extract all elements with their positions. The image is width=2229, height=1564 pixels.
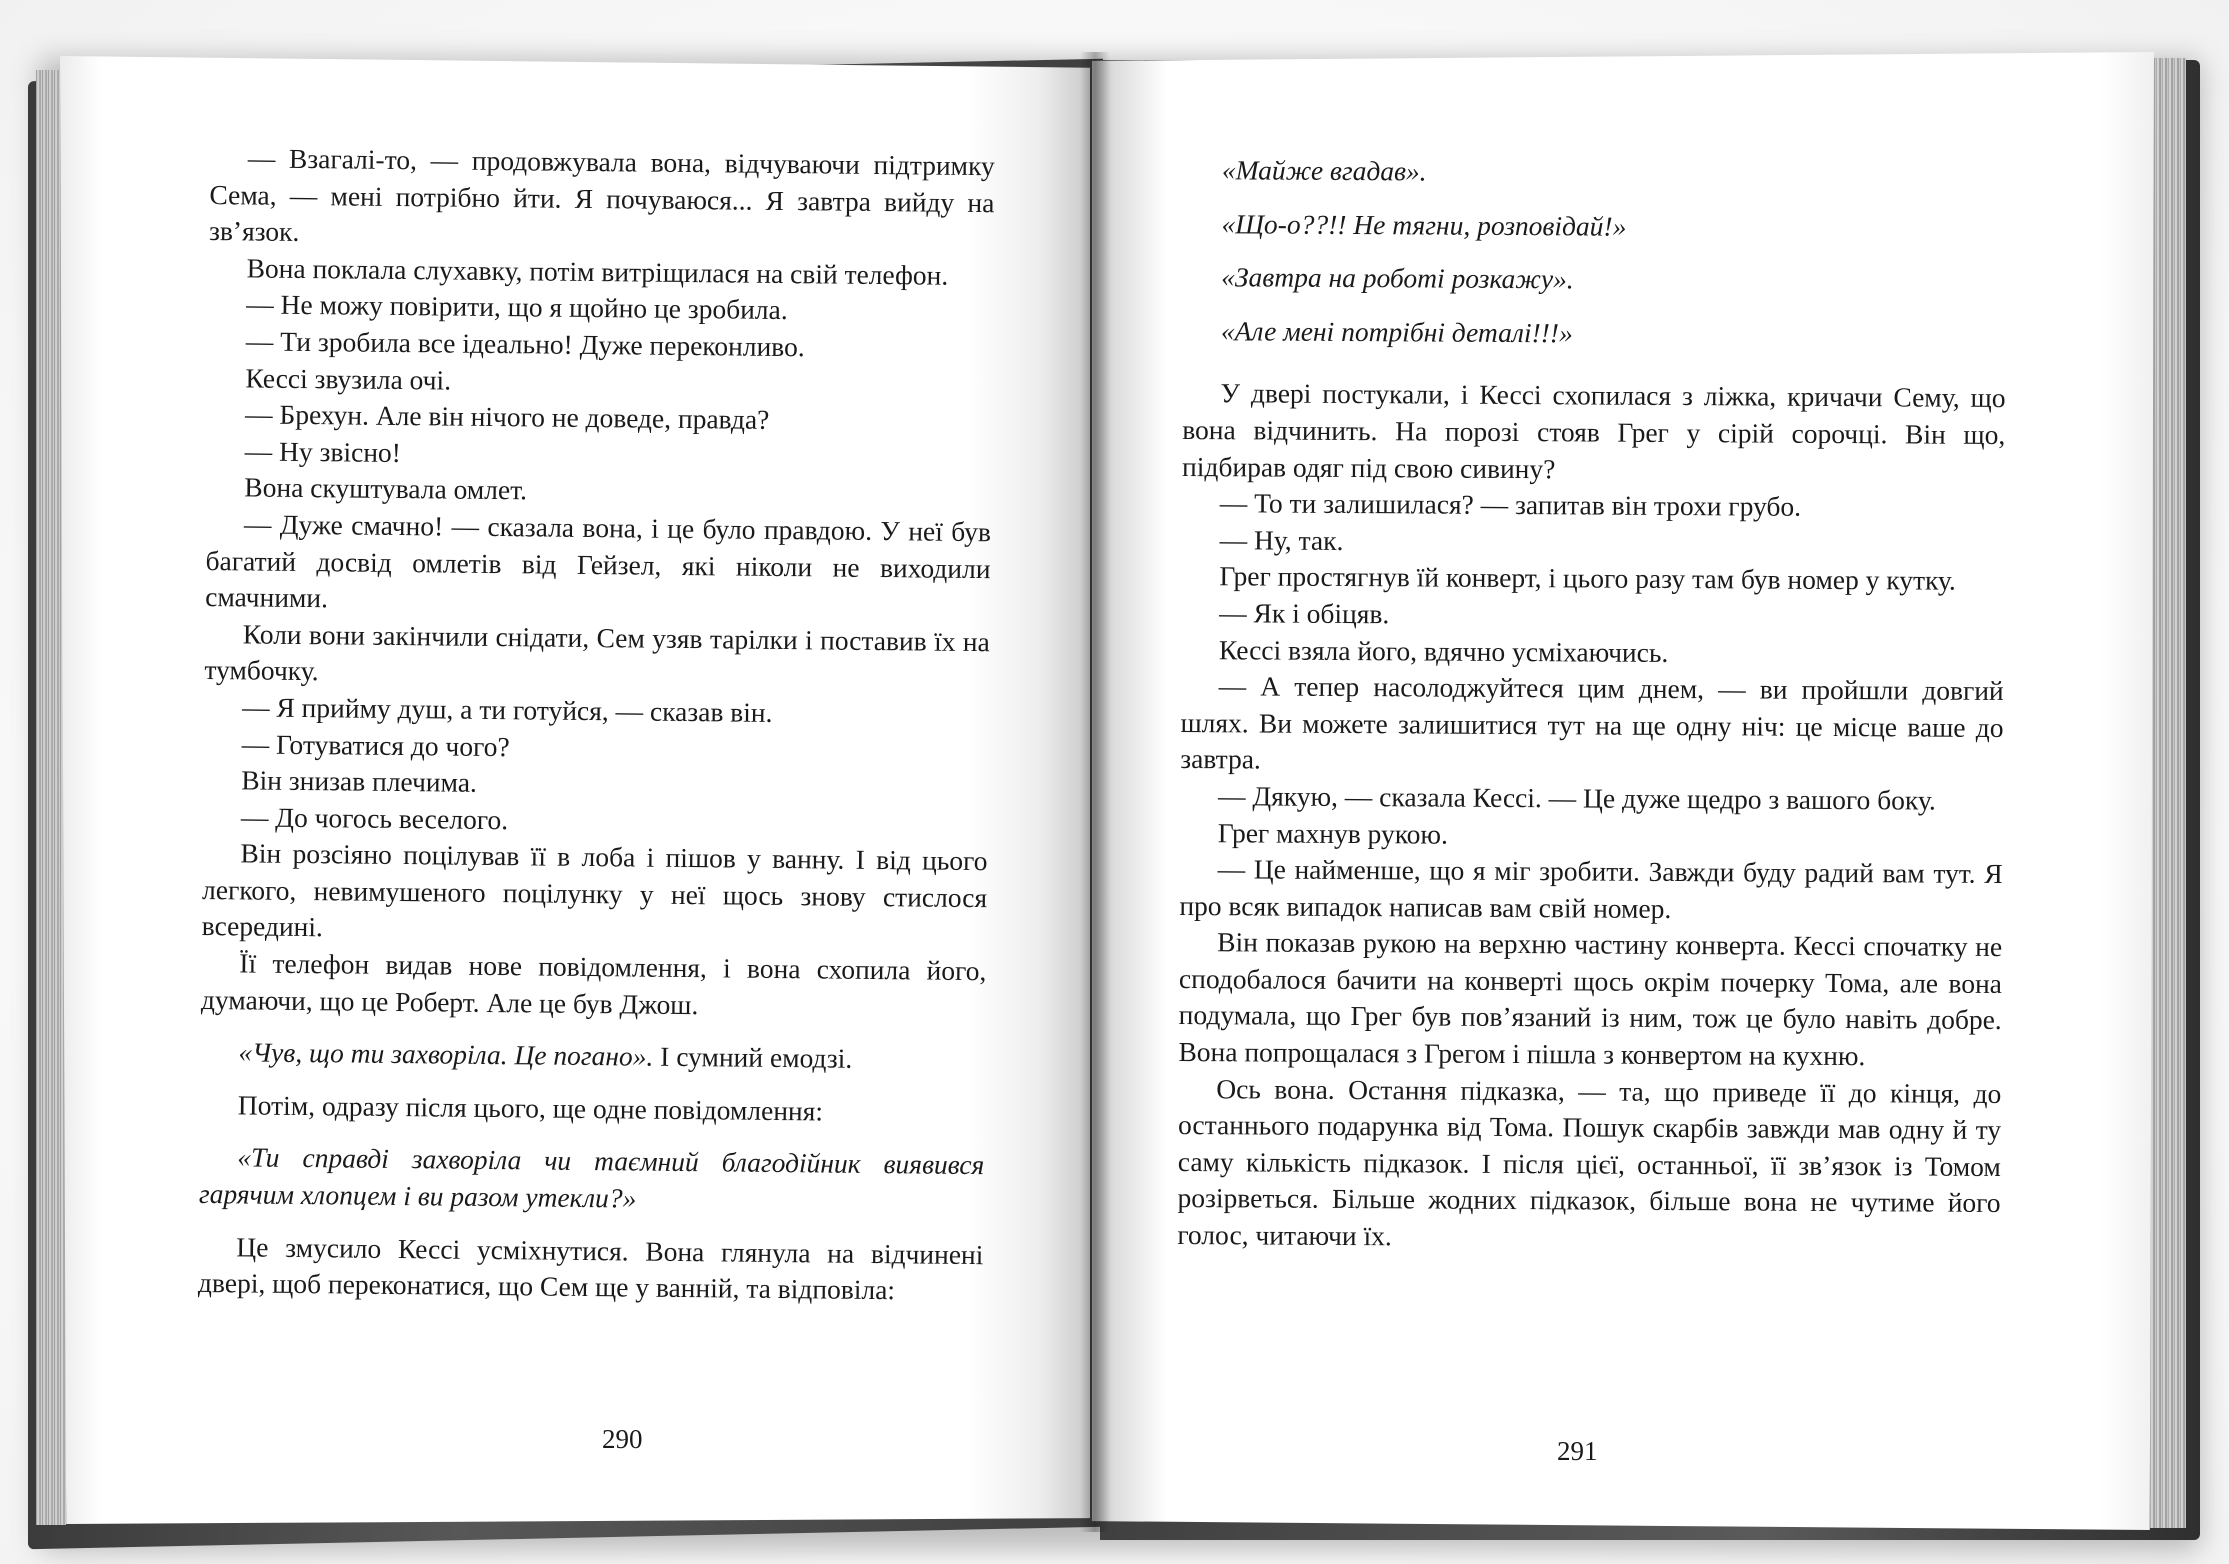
sms-message-1-italic: «Чув, що ти захворіла. Це погано». <box>238 1036 654 1072</box>
paragraph: — Ти зробила все ідеально! Дуже переконливо. <box>245 325 805 363</box>
paragraph: Він знизав плечима. <box>241 764 478 798</box>
paragraph: — То ти залишилася? — запитав він трохи грубо. <box>1219 487 1802 522</box>
paragraph: Це змусило Кессі усміхнутися. Вона глянула на відчинені двері, щоб переконатися, що Сем ще у ванній, та відповіла: <box>197 1230 984 1306</box>
paragraph: — Це найменше, що я міг зробити. Завжди буду радий вам тут. Я про всяк випадок написав вам свій номер. <box>1179 853 2003 924</box>
paragraph: Грег махнув рукою. <box>1217 816 1448 850</box>
paragraph: — Не можу повірити, що я щойно це зробила. <box>246 288 788 326</box>
paragraph: — Готуватися до чого? <box>241 727 510 762</box>
right-page-text <box>1177 152 2007 1259</box>
paragraph: — Ну, так. <box>1219 523 1344 556</box>
paragraph: Кессі звузила очі. <box>245 361 452 396</box>
paragraph: — Як і обіцяв. <box>1219 597 1390 630</box>
paragraph: — Дуже смачно! — сказала вона, і це було правдою. У неї був багатий досвід омлетів від Гейзел, які ніколи не виходили смачними. <box>205 508 992 614</box>
sms-line: «Завтра на роботі розкажу». <box>1221 261 1574 295</box>
paragraph: — До чогось веселого. <box>240 801 509 835</box>
paragraph: Кессі взяла його, вдячно усміхаючись. <box>1218 633 1669 668</box>
paragraph: Вона поклала слухавку, потім витріщилася на свій телефон. <box>246 252 949 291</box>
sms-line: «Майже вгадав». <box>1221 154 1427 187</box>
paragraph: Ось вона. Остання підказка, — та, що приведе її до кінця, до останнього подарунка від Тома. Пошук скарбів завжди мав одну й ту саму кількість підказок. І після цієї, останньої, її зв’язок із Томом розірветься. Більше жодних підказок, більше вона не чутиме його голос, читаючи їх. <box>1177 1072 2002 1252</box>
paragraph: Потім, одразу після цього, ще одне повідомлення: <box>237 1089 824 1127</box>
paragraph: Він показав рукою на верхню частину конверта. Кессі спочатку не сподобалося бачити на конверті щось окрім почерку Тома, але вона подумала, що Грег був пов’язаний із ним, тож це було навіть добре. Вона попрощалася з Грегом і пішла з конвертом на кухню. <box>1178 926 2003 1072</box>
paragraph: — Взагалі-то, — продовжувала вона, відчуваючи підтримку Сема, — мені потрібно йти. Я почуваюся... Я завтра вийду на зв’язок. <box>208 142 995 248</box>
page-number-right: 291 <box>1557 1436 1598 1466</box>
sms-line: «Але мені потрібні деталі!!!» <box>1220 315 1573 349</box>
sms-message-1-note: І сумний емодзі. <box>653 1040 853 1075</box>
paragraph: Вона скуштувала омлет. <box>244 471 528 506</box>
left-page-text <box>198 140 995 1310</box>
sms-message-1 <box>200 1034 985 1079</box>
paragraph: — А тепер насолоджуйтеся цим днем, — ви пройшли довгий шлях. Ви можете залишитися тут на ще одну ніч: це місце ваше до завтра. <box>1180 670 2004 775</box>
paragraph: Він розсіяно поцілував її в лоба і пішов у ванну. І від цього легкого, невимушеного поцілунку у неї щось знову стислося всередині. <box>201 837 988 943</box>
paragraph: — Дякую, — сказала Кессі. — Це дуже щедро з вашого боку. <box>1217 780 1936 816</box>
paragraph: Її телефон видав нове повідомлення, і вона схопила його, думаючи, що це Роберт. Але це був Джош. <box>200 947 987 1020</box>
paragraph: — Я прийму душ, а ти готуйся, — сказав він. <box>241 691 773 728</box>
paragraph: Коли вони закінчили снідати, Сем узяв тарілки і поставив їх на тумбочку. <box>204 618 990 687</box>
paragraph: — Ну звісно! <box>244 435 402 468</box>
paragraph: Грег простягнув їй конверт, і цього разу там був номер у кутку. <box>1219 560 1956 597</box>
sms-line: «Що-о??!! Не тягни, розповідай!» <box>1221 207 1627 242</box>
page-edges-right <box>2150 58 2186 1528</box>
page-number-left: 290 <box>602 1424 643 1454</box>
sms-message-2: «Ти справді захворіла чи таємний благодійник виявився гарячим хлопцем і ви разом утекли?» <box>198 1141 985 1214</box>
paragraph: У двері постукали, і Кессі схопилася з ліжка, кричачи Сему, що вона відчинить. На порозі стояв Грег у сірій сорочці. Він що, підбирав одяг під свою сивину? <box>1181 377 2006 484</box>
book-spine-gutter <box>1080 52 1110 1532</box>
paragraph: — Брехун. Але він нічого не доведе, правда? <box>244 398 770 436</box>
